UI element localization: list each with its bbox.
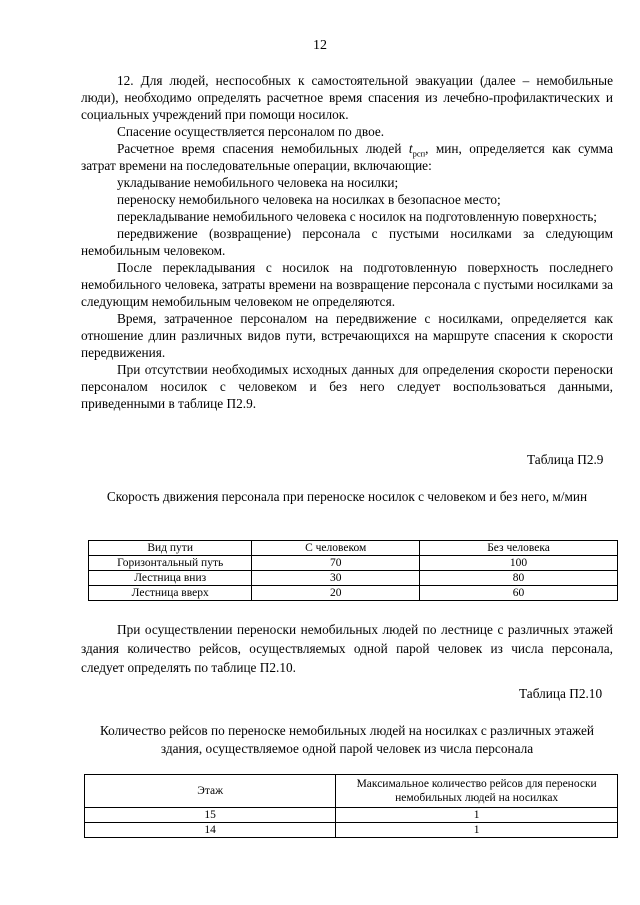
- paragraph: перекладывание немобильного человека с носилок на подготовленную поверхность;: [117, 209, 597, 224]
- table1-caption: Таблица П2.9: [527, 452, 604, 467]
- paragraph: передвижение (возвращение) персонала с пустыми носилками за следующим немобильным человеком.: [81, 226, 613, 258]
- table-cell: 100: [420, 556, 618, 571]
- table-row: [89, 556, 618, 571]
- table-header-cell: Без человека: [420, 541, 618, 556]
- speed-table: [88, 540, 618, 601]
- paragraph: Время, затраченное персоналом на передвижение с носилками, определяется как отношение длин различных видов пути, встречающихся на маршруте спасения к скорости передвижения.: [81, 311, 613, 360]
- table-cell: 20: [252, 586, 420, 601]
- table-header-cell: Этаж: [85, 775, 336, 808]
- table-row: [85, 808, 618, 823]
- table-row: [89, 586, 618, 601]
- table-cell: 1: [336, 823, 618, 838]
- paragraph-formula: [81, 140, 613, 174]
- table-cell: 1: [336, 808, 618, 823]
- table-header-cell: С человеком: [252, 541, 420, 556]
- paragraph-part: Расчетное время спасения немобильных людей: [117, 141, 402, 156]
- table-header-cell: Вид пути: [89, 541, 252, 556]
- page-number: 12: [313, 38, 327, 53]
- paragraph: укладывание немобильного человека на носилки;: [117, 175, 399, 190]
- table-cell: 15: [85, 808, 336, 823]
- variable-subscript: рсп: [412, 148, 426, 159]
- table-header-row: [89, 541, 618, 556]
- table-row: [85, 823, 618, 838]
- table-cell: Горизонтальный путь: [89, 556, 252, 571]
- table-cell: 70: [252, 556, 420, 571]
- table-header-row: [85, 775, 618, 808]
- paragraph: 12. Для людей, неспособных к самостоятельной эвакуации (далее – немобильные люди), необходимо определять расчетное время спасения из лечебно-профилактических и социальных учреждений при помощи носилок.: [81, 73, 613, 122]
- table-cell: 30: [252, 571, 420, 586]
- table-cell: Лестница вниз: [89, 571, 252, 586]
- table2-caption: Таблица П2.10: [519, 686, 603, 701]
- paragraph: Спасение осуществляется персоналом по двое.: [117, 124, 385, 139]
- paragraph: При отсутствии необходимых исходных данных для определения скорости переноски персоналом носилок с человеком и без него следует воспользоваться данными, приведенными в таблице П2.9.: [81, 362, 613, 411]
- table1-title: Скорость движения персонала при переноске носилок с человеком и без него, м/мин: [106, 489, 588, 504]
- body-text-2: [81, 620, 613, 677]
- trips-table: [84, 774, 618, 838]
- paragraph-part: , мин, определяется как сумма затрат времени на последовательные операции, включающие:: [81, 141, 613, 173]
- table-cell: 80: [420, 571, 618, 586]
- paragraph: При осуществлении переноски немобильных людей по лестнице с различных этажей здания количество рейсов, осуществляемых одной парой человек из числа персонала, следует определять по таблице П2.10.: [81, 622, 613, 675]
- paragraph: После перекладывания с носилок на подготовленную поверхность последнего немобильного человека, затраты времени на возвращение персонала с пустыми носилками за следующим немобильным человеком не определяются.: [81, 260, 613, 309]
- table-header-cell: Максимальное количество рейсов для переноски немобильных людей на носилках: [336, 775, 618, 808]
- table-cell: 14: [85, 823, 336, 838]
- table2-title: Количество рейсов по переноске немобильных людей на носилках с различных этажей здания, осуществляемое одной парой человек из числа персонала: [99, 723, 595, 756]
- table-cell: 60: [420, 586, 618, 601]
- table-row: [89, 571, 618, 586]
- variable-t: t: [408, 141, 413, 156]
- paragraph: переноску немобильного человека на носилках в безопасное место;: [117, 192, 501, 207]
- table-cell: Лестница вверх: [89, 586, 252, 601]
- body-text: [81, 72, 613, 412]
